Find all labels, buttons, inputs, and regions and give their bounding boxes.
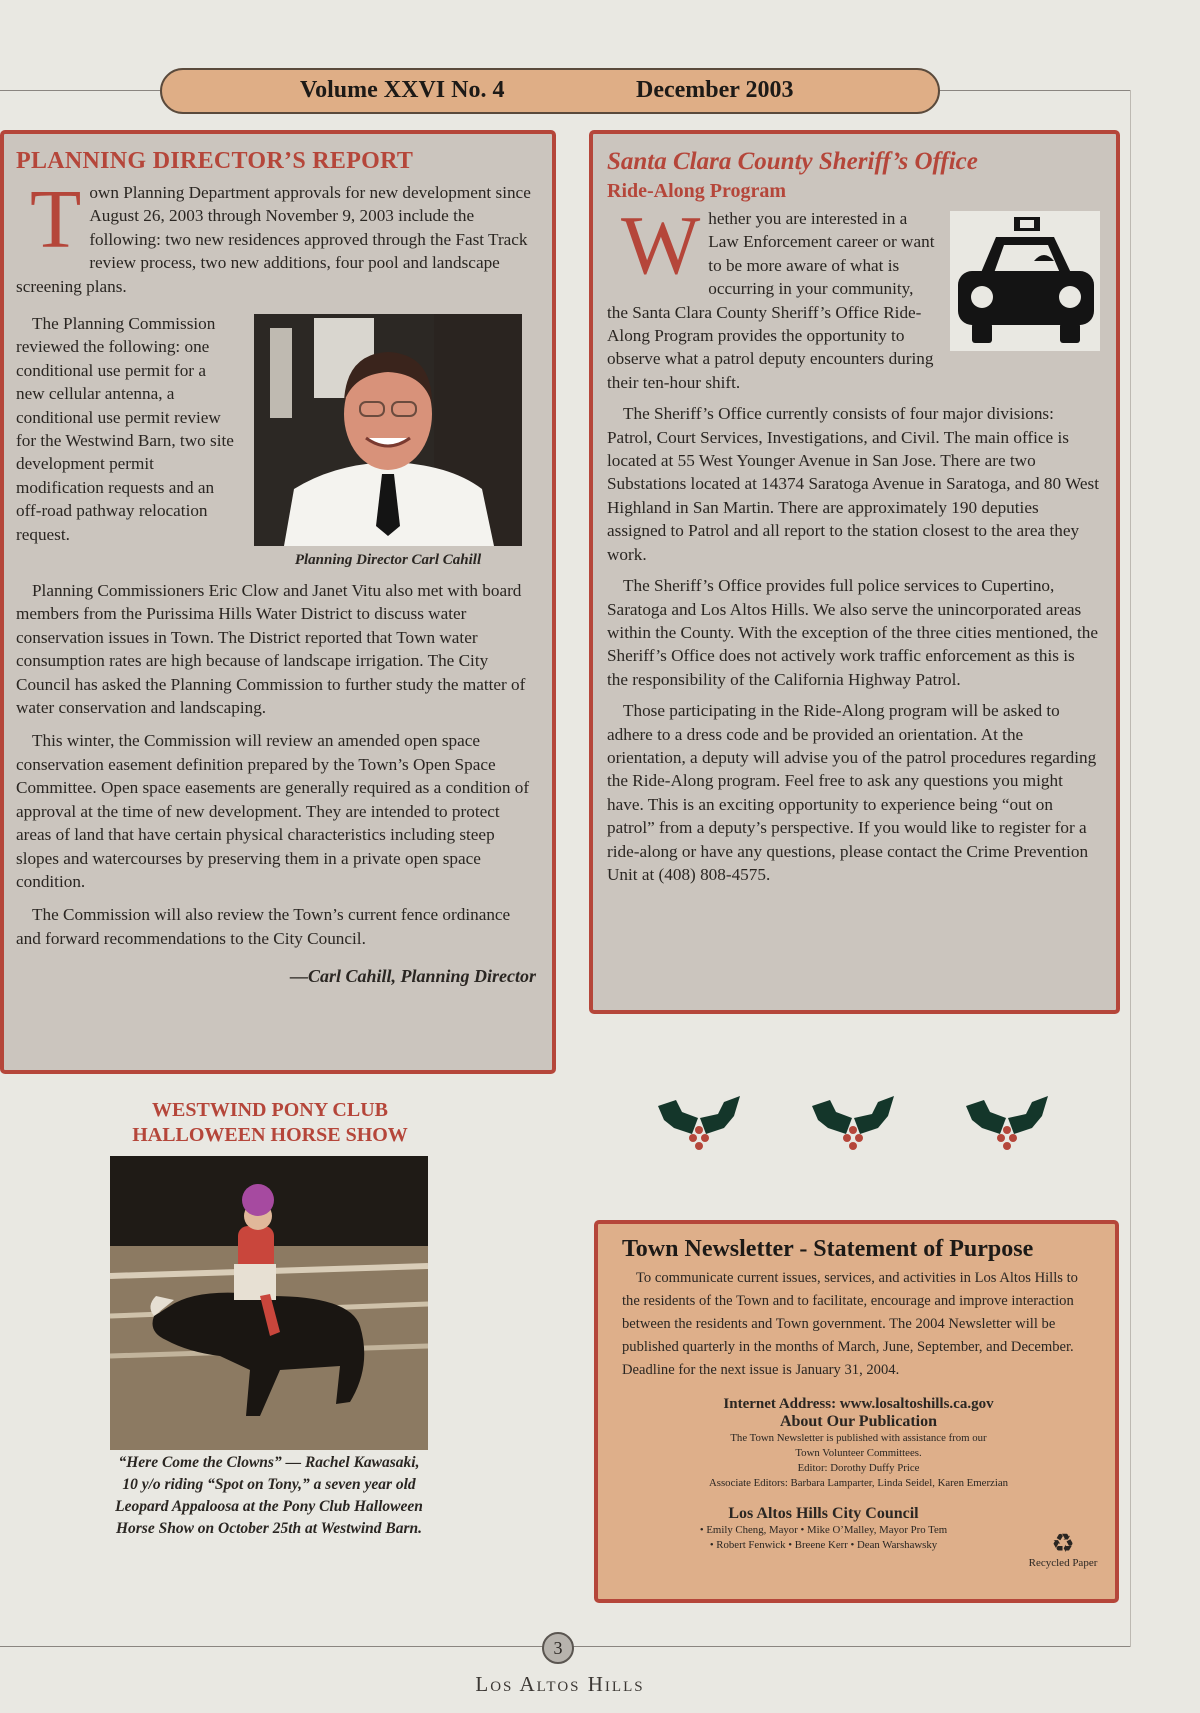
police-car-icon	[950, 211, 1100, 351]
sheriff-title: Santa Clara County Sheriff’s Office	[607, 148, 978, 175]
purpose-title: Town Newsletter - Statement of Purpose	[622, 1236, 1034, 1262]
pony-title-line-2: HALLOWEEN HORSE SHOW	[132, 1124, 408, 1146]
holly-icon	[654, 1090, 744, 1154]
planning-paragraph-2: The Planning Commission reviewed the following: one conditional use permit for a new cellular antenna, a conditional use permit review for the Westwind Barn, two site development permit modification requests and an off-road pathway relocation request.	[16, 314, 234, 544]
planning-paragraph-1	[16, 173, 536, 298]
statement-of-purpose-box	[594, 1220, 1119, 1603]
pony-photo-caption: “Here Come the Clowns” — Rachel Kawasaki, 10 y/o riding “Spot on Tony,” a seven year old Leopard Appaloosa at the Pony Club Halloween Horse Show on October 25th at Westwind Barn.	[115, 1454, 423, 1537]
holly-icon	[962, 1090, 1052, 1154]
planning-signature: —Carl Cahill, Planning Director	[289, 966, 536, 987]
drop-cap: W	[621, 199, 701, 292]
sheriff-paragraph-3: The Sheriff’s Office provides full police services to Cupertino, Saratoga and Los Altos Hills. We also serve the unincorporated areas within the County. With the exception of the three cities mentioned, the Sheriff’s Office does not actively work traffic enforcement as this is the responsibility of the California Highway Patrol.	[607, 576, 1098, 689]
sheriff-paragraph-4: Those participating in the Ride-Along program will be asked to adhere to a dress code and be provided an orientation. At the orientation, a deputy will advise you of the patrol procedures regarding the Ride-Along program. Feel free to ask any questions you might have. This is an exciting opportunity to experience being “out on patrol” from a deputy’s perspective. If you would like to register for a ride-along or have any questions, please contact the Crime Prevention Unit at (408) 808-4575.	[607, 701, 1097, 884]
planning-paragraph-3: Planning Commissioners Eric Clow and Janet Vitu also met with board members from the Purissima Hills Water District to discuss water conservation issues in Town. The District reported that Town water consumption rates are high because of landscape irrigation. The City Council has asked the Planning Commission to further study the matter of water conservation and landscaping.	[16, 581, 526, 718]
holly-icon	[808, 1090, 898, 1154]
planning-paragraph-5: The Commission will also review the Town’s current fence ordinance and forward recommendations to the City Council.	[16, 905, 511, 948]
recycled-paper-label: Recycled Paper	[1028, 1557, 1098, 1569]
purpose-text: To communicate current issues, services, and activities in Los Altos Hills to the residents of the Town and to facilitate, encourage and improve interaction between the residents and Town government. The 2004 Newsletter will be published quarterly in the months of March, June, September, and December. Deadline for the next issue is January 31, 2004.	[622, 1270, 1078, 1378]
right-rule	[1130, 90, 1131, 1647]
internet-address: Internet Address: www.losaltoshills.ca.gov	[723, 1396, 994, 1412]
issue-volume: Volume XXVI No. 4	[300, 77, 505, 103]
about-line-2: Town Volunteer Committees.	[795, 1447, 922, 1459]
issue-header	[160, 68, 940, 114]
footer-town-name: Los Altos Hills	[475, 1672, 645, 1696]
sheriff-paragraph-2: The Sheriff’s Office currently consists of four major divisions: Patrol, Court Services, Investigations, and Civil. The main office is located at 55 West Younger Avenue in San Jose. There are two Substations located at 14374 Saratoga Avenue in Saratoga, and 80 West Highland in San Martin. There are approximately 190 deputies assigned to Patrol and all report to the station closest to the area they work.	[607, 404, 1100, 564]
recycle-icon: ♻	[1051, 1529, 1075, 1558]
council-line-1: • Emily Cheng, Mayor • Mike O’Malley, Mayor Pro Tem	[699, 1524, 948, 1536]
issue-date: December 2003	[636, 77, 794, 103]
sheriff-subtitle: Ride-Along Program	[607, 180, 787, 202]
about-publication-title: About Our Publication	[779, 1413, 938, 1430]
carl-cahill-photo	[254, 314, 522, 546]
editor-line: Editor: Dorothy Duffy Price	[797, 1462, 920, 1474]
recycled-paper-mark	[1021, 1531, 1105, 1569]
planning-title: PLANNING DIRECTOR’S REPORT	[16, 148, 414, 174]
sheriff-box	[589, 130, 1120, 1014]
pony-title-line-1: WESTWIND PONY CLUB	[152, 1099, 388, 1121]
sheriff-p1-text: hether you are interested in a Law Enforcement career or want to be more aware of what is occurring in your community, the Santa Clara County Sheriff’s Office Ride-Along Program provides the opportunity to observe what a patrol deputy encounters during their ten-hour shift.	[607, 209, 935, 392]
pony-show-photo	[110, 1156, 428, 1450]
planning-report-box	[0, 130, 556, 1074]
pony-club-title	[110, 1098, 430, 1148]
city-council-title: Los Altos Hills City Council	[728, 1505, 919, 1522]
carl-photo-caption: Planning Director Carl Cahill	[294, 552, 482, 569]
planning-paragraph-4: This winter, the Commission will review an amended open space conservation easement definition prepared by the Town’s Open Space Committee. Open space easements are generally required as a condition of approval at the time of new development. They are intended to protect areas of land that have certain physical characteristics including steep slopes and watercourses by preserving them in a private open space condition.	[16, 731, 530, 891]
associate-editors-line: Associate Editors: Barbara Lamparter, Linda Seidel, Karen Emerzian	[708, 1477, 1009, 1489]
planning-p1-text: own Planning Department approvals for new development since August 26, 2003 through November 9, 2003 include the following: two new residences approved through the Fast Track review process, two new additions, four pool and landscape screening plans.	[16, 183, 531, 296]
page-number: 3	[542, 1632, 574, 1664]
about-line-1: The Town Newsletter is published with assistance from our	[730, 1432, 987, 1444]
drop-cap: T	[30, 173, 82, 266]
sheriff-paragraph-1	[607, 199, 1100, 394]
council-line-2: • Robert Fenwick • Breene Kerr • Dean Warshawsky	[709, 1539, 938, 1551]
